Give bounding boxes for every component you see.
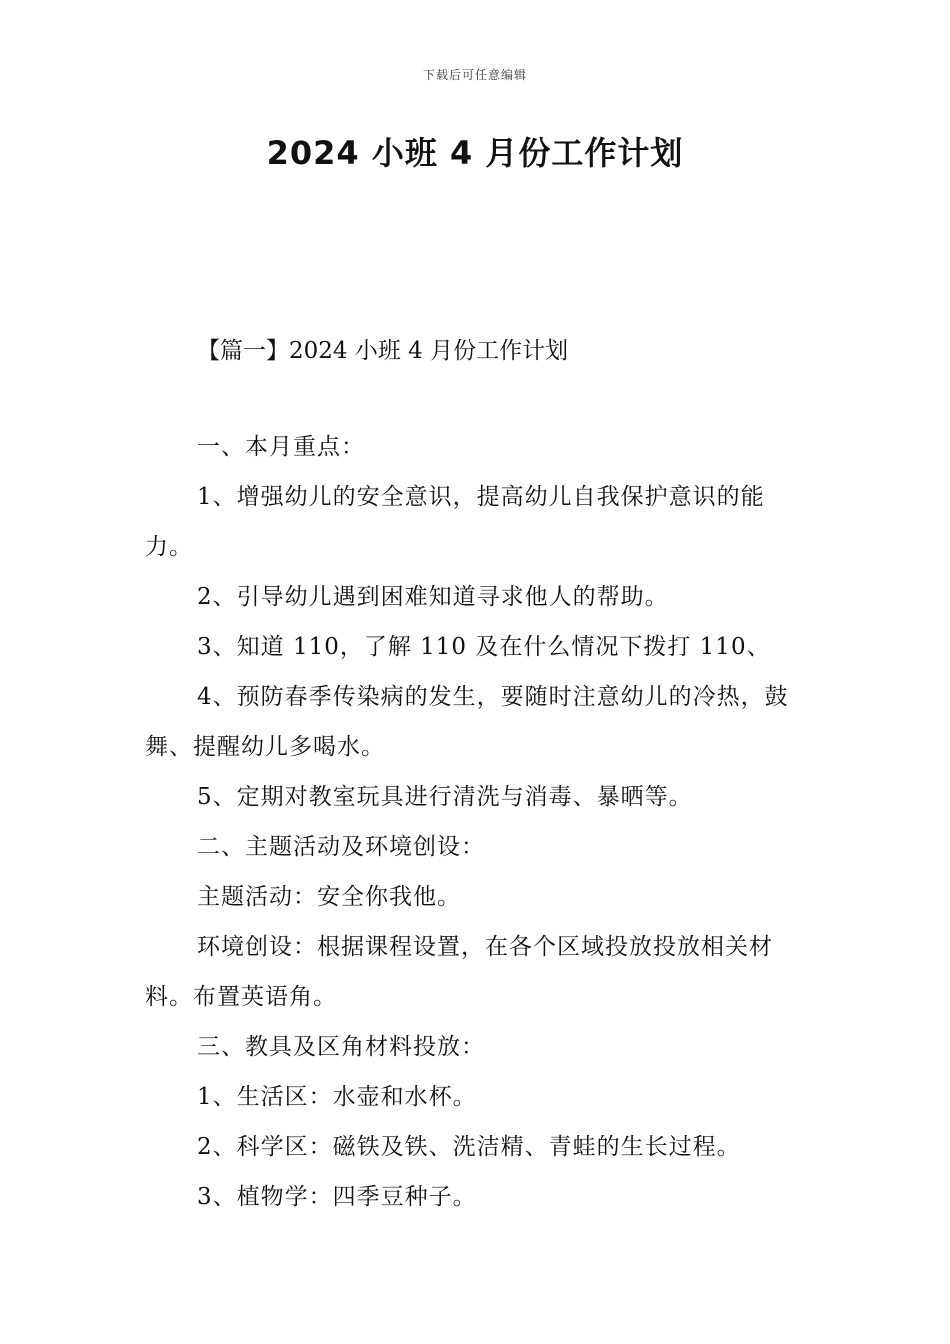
paragraph: 一、本月重点： [197, 434, 365, 460]
paragraph: 主题活动：安全你我他。 [197, 884, 461, 910]
paragraph: 1、增强幼儿的安全意识，提高幼儿自我保护意识的能力。 [145, 484, 765, 560]
paragraph: 二、主题活动及环境创设： [197, 834, 485, 860]
paragraph: 2、科学区：磁铁及铁、洗洁精、青蛙的生长过程。 [197, 1134, 741, 1160]
paragraph: 2、引导幼儿遇到困难知道寻求他人的帮助。 [197, 584, 669, 610]
header-note: 下载后可任意编辑 [422, 68, 527, 82]
document-body [145, 422, 810, 1222]
paragraph: 3、知道 110，了解 110 及在什么情况下拨打 110、 [197, 634, 771, 660]
paragraph: 3、植物学：四季豆种子。 [197, 1184, 477, 1210]
section-heading: 【篇一】2024 小班 4 月份工作计划 [197, 338, 569, 364]
paragraph: 1、生活区：水壶和水杯。 [197, 1084, 477, 1110]
document-title: 2024 小班 4 月份工作计划 [266, 134, 684, 172]
paragraph: 5、定期对教室玩具进行清洗与消毒、暴晒等。 [197, 784, 693, 810]
paragraph: 环境创设：根据课程设置，在各个区域投放投放相关材料。布置英语角。 [145, 934, 773, 1010]
paragraph: 4、预防春季传染病的发生，要随时注意幼儿的冷热，鼓舞、提醒幼儿多喝水。 [145, 684, 789, 760]
paragraph: 三、教具及区角材料投放： [197, 1034, 485, 1060]
